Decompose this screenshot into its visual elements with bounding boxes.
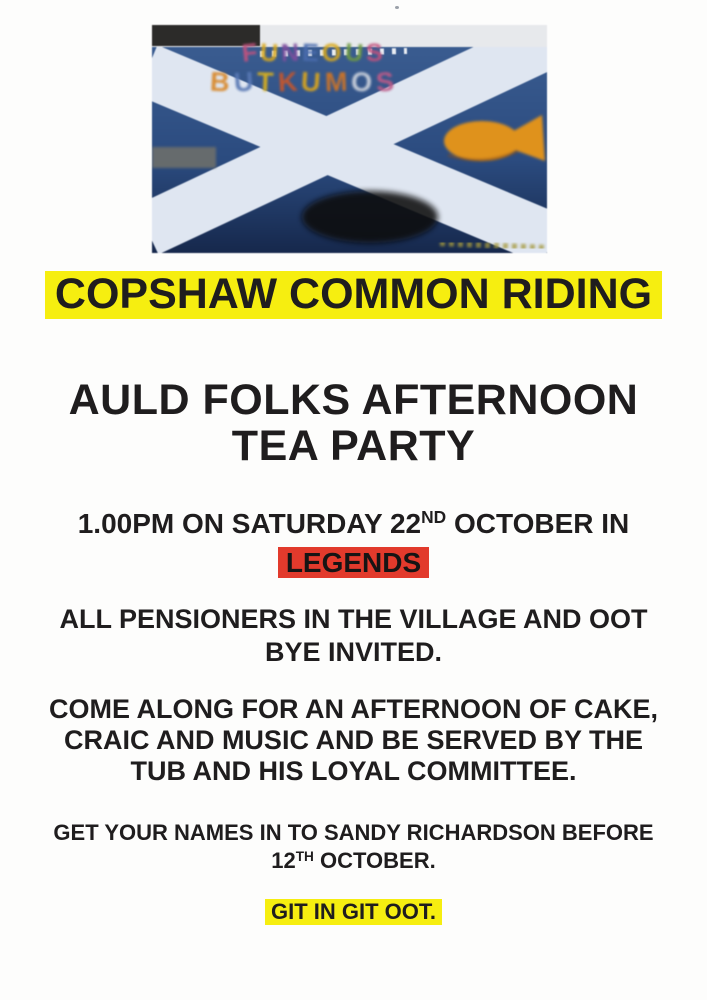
details-line: CRAIC AND MUSIC AND BE SERVED BY THE (63, 725, 644, 755)
footer-highlight: GIT IN GIT OOT. (265, 899, 442, 925)
event-title (0, 377, 707, 469)
dark-object-blob (302, 191, 438, 243)
foam-letter: E (301, 38, 320, 68)
details-line: COME ALONG FOR AN AFTERNOON OF CAKE, (49, 694, 658, 724)
details-text (0, 694, 707, 787)
foam-letter: M (323, 66, 348, 98)
foam-letter: U (259, 38, 280, 68)
rsvp-text (0, 819, 707, 878)
invite-line: ALL PENSIONERS IN THE VILLAGE AND OOT (59, 604, 648, 634)
foam-letter: F (240, 38, 259, 68)
venue-line (0, 545, 707, 580)
event-title-line: AULD FOLKS AFTERNOON (68, 376, 639, 424)
footer-section (0, 899, 707, 925)
foam-letter: B (209, 66, 231, 98)
foam-letter: U (232, 66, 254, 98)
foam-letter: U (343, 38, 364, 68)
foam-letter: O (350, 66, 373, 98)
headline-highlight: COPSHAW COMMON RIDING (45, 271, 662, 319)
foam-letter: K (276, 66, 298, 98)
foam-letter: S (374, 66, 396, 98)
datetime-line (0, 506, 707, 545)
event-title-line: TEA PARTY (231, 422, 476, 470)
invite-text (0, 603, 707, 669)
ordinal-superscript: ND (421, 507, 447, 528)
venue-highlight: LEGENDS (278, 547, 429, 578)
invite-line: BYE INVITED. (264, 637, 443, 667)
rsvp-rest: OCTOBER. (313, 848, 436, 873)
rsvp-line (0, 847, 707, 878)
foam-letter: U (300, 66, 322, 98)
foam-letters-row1 (242, 39, 382, 68)
rsvp-day: 12 (271, 848, 296, 873)
datetime-text: 1.00PM ON SATURDAY 22 (77, 508, 422, 539)
rsvp-line: GET YOUR NAMES IN TO SANDY RICHARDSON BEFORE (53, 820, 654, 845)
foam-letter: S (365, 38, 383, 68)
gray-smudge (152, 147, 216, 168)
headline-section (0, 271, 707, 319)
foam-letter: O (321, 38, 343, 68)
scan-speck (395, 6, 399, 9)
foam-letter: N (280, 38, 301, 68)
flag-photo (152, 25, 547, 253)
ordinal-superscript: TH (295, 848, 314, 864)
details-line: TUB AND HIS LOYAL COMMITTEE. (130, 756, 577, 786)
event-datetime (0, 506, 707, 580)
foam-letter: T (256, 66, 275, 98)
datetime-text: OCTOBER IN (446, 508, 630, 539)
foam-letters-row2 (210, 67, 394, 98)
